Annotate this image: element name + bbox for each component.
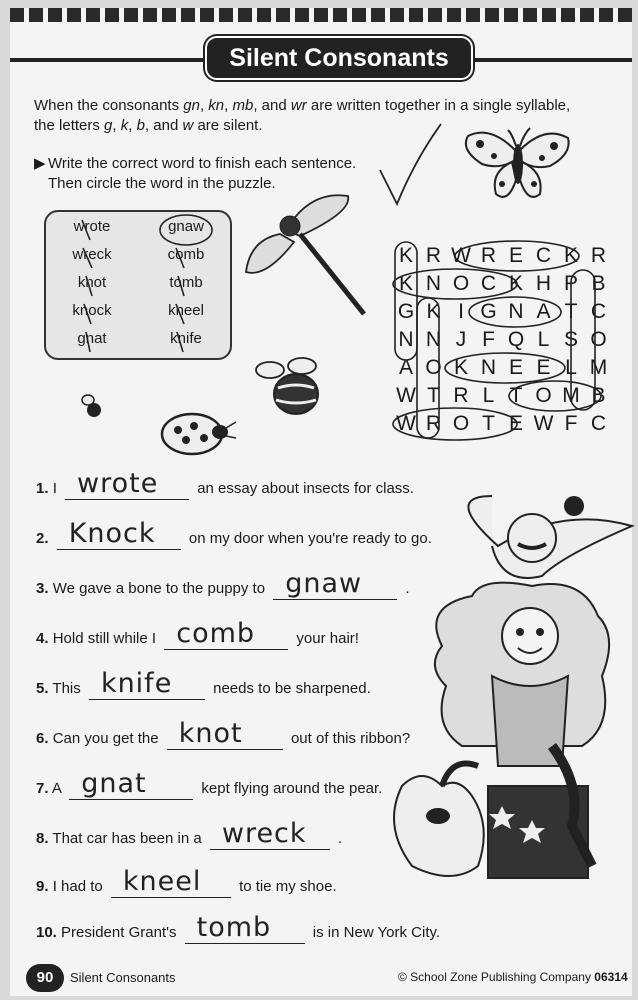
instructions-line1: Write the correct word to finish each sentence. — [48, 155, 357, 172]
question-number: 6. — [36, 730, 49, 747]
question-text-before: Hold still while I — [52, 630, 157, 647]
question-5 — [36, 668, 371, 700]
intro-b: b — [136, 117, 145, 134]
question-text-before: I — [52, 480, 57, 497]
question-number: 3. — [36, 580, 49, 597]
puzzle-letter: R — [590, 244, 607, 267]
intro-part4: are silent. — [193, 117, 263, 134]
question-text-after: . — [338, 830, 343, 847]
intro-gn: gn — [183, 97, 200, 114]
footer-section: Silent Consonants — [70, 970, 176, 985]
handwritten-answer: wrote — [77, 468, 159, 499]
question-number: 4. — [36, 630, 49, 647]
handwritten-answer: kneel — [122, 866, 202, 897]
handwritten-answer: tomb — [196, 912, 272, 943]
puzzle-letter: K — [508, 272, 523, 295]
ladybug-icon — [158, 408, 238, 458]
puzzle-letter: P — [563, 272, 578, 295]
puzzle-letter: R — [480, 244, 497, 267]
question-number: 9. — [36, 878, 49, 895]
question-text-before: A — [51, 780, 62, 797]
intro-sep1: , — [199, 97, 209, 114]
question-text-after: . — [405, 580, 410, 597]
question-number: 10. — [36, 924, 57, 941]
puzzle-letter: I — [458, 300, 464, 323]
puzzle-letter: O — [452, 272, 470, 295]
puzzle-letter: H — [535, 272, 552, 295]
puzzle-letter: T — [427, 384, 440, 407]
instructions-line2: Then circle the word in the puzzle. — [48, 175, 276, 192]
instructions — [34, 154, 394, 194]
bee-icon — [252, 354, 324, 424]
word-bank-item: wrote — [73, 218, 111, 235]
question-text-before: I had to — [52, 878, 103, 895]
puzzle-letter: T — [564, 300, 578, 323]
puzzle-letter: B — [591, 384, 606, 407]
puzzle-letter: W — [451, 244, 471, 267]
puzzle-letter: W — [396, 412, 416, 435]
answer-blank[interactable] — [65, 468, 189, 500]
question-text-before: President Grant's — [61, 924, 177, 941]
answer-blank[interactable] — [185, 912, 305, 944]
answer-blank[interactable] — [69, 768, 193, 800]
word-bank-item: kneel — [168, 302, 204, 319]
puzzle-letter: N — [398, 328, 414, 351]
puzzle-letter: F — [482, 328, 495, 351]
puzzle-letter: K — [398, 272, 413, 295]
handwritten-answer: wreck — [221, 818, 307, 849]
question-3 — [36, 568, 410, 600]
puzzle-letter: C — [590, 300, 607, 323]
puzzle-letter: C — [535, 244, 552, 267]
question-text-after: on my door when you're ready to go. — [188, 530, 432, 547]
word-bank-item: knot — [77, 274, 107, 291]
question-number: 5. — [36, 680, 49, 697]
handwritten-answer: comb — [176, 618, 256, 649]
word-search-puzzle — [395, 242, 613, 442]
word-bank-item: gnat — [77, 330, 107, 347]
question-text-after: is in New York City. — [312, 924, 441, 941]
question-2 — [36, 518, 432, 550]
handwritten-answer: gnat — [81, 768, 147, 799]
intro-k: k — [120, 117, 129, 134]
answer-blank[interactable] — [167, 718, 283, 750]
puzzle-letter: N — [480, 356, 497, 379]
question-text-before: We gave a bone to the puppy to — [52, 580, 266, 597]
puzzle-letter: E — [508, 356, 523, 379]
question-8 — [36, 818, 343, 850]
puzzle-letter: E — [508, 412, 523, 435]
clown-illustration-icon — [382, 486, 622, 906]
dragonfly-icon — [240, 190, 370, 320]
puzzle-letter: R — [453, 384, 469, 407]
puzzle-letter: W — [396, 384, 416, 407]
handwritten-answer: knot — [178, 718, 243, 749]
puzzle-letter: C — [590, 412, 607, 435]
checkmark-scribble-icon — [375, 120, 445, 210]
intro-sep6: , and — [144, 117, 183, 134]
question-10 — [36, 912, 441, 944]
word-bank — [44, 210, 232, 360]
puzzle-letter: O — [425, 356, 442, 379]
question-text-after: kept flying around the pear. — [201, 780, 383, 797]
puzzle-letter: W — [533, 412, 554, 435]
puzzle-letter: T — [482, 412, 495, 435]
question-9 — [36, 866, 337, 898]
puzzle-letter: B — [591, 272, 606, 295]
puzzle-letter: G — [480, 300, 497, 323]
answer-blank[interactable] — [89, 668, 205, 700]
intro-sep2: , — [224, 97, 233, 114]
fly-icon — [74, 388, 110, 424]
question-text-before: That car has been in a — [52, 830, 202, 847]
top-border-band — [10, 8, 632, 22]
footer-publisher — [398, 970, 628, 984]
puzzle-letter: E — [536, 356, 551, 379]
question-number: 2. — [36, 530, 49, 547]
question-text-after: an essay about insects for class. — [197, 480, 414, 497]
answer-blank[interactable] — [57, 518, 181, 550]
question-6 — [36, 718, 411, 750]
page-title: Silent Consonants — [205, 36, 473, 80]
puzzle-letter: J — [455, 328, 467, 351]
intro-sep5: , — [128, 117, 137, 134]
puzzle-letter: L — [537, 328, 550, 351]
handwritten-answer: gnaw — [285, 568, 363, 599]
puzzle-letter: K — [453, 356, 468, 379]
puzzle-letter: E — [508, 244, 523, 267]
intro-part1: When the consonants — [34, 97, 184, 114]
arrow-icon: ▶ — [34, 155, 46, 172]
word-crossouts — [46, 212, 230, 358]
question-7 — [36, 768, 383, 800]
intro-g: g — [104, 117, 113, 134]
puzzle-letter: A — [398, 356, 413, 379]
question-number: 1. — [36, 480, 49, 497]
puzzle-letter: A — [536, 300, 551, 323]
title-banner — [10, 36, 632, 76]
handwritten-answer: Knock — [68, 518, 156, 549]
intro-part3: the letters — [34, 117, 105, 134]
publisher-name: © School Zone Publishing Company — [398, 970, 591, 984]
intro-wr: wr — [290, 97, 307, 114]
puzzle-letter: M — [562, 384, 580, 407]
puzzle-letter: T — [509, 384, 523, 407]
intro-w: w — [182, 117, 194, 134]
question-text-after: to tie my shoe. — [239, 878, 337, 895]
answer-blank[interactable] — [111, 866, 231, 898]
puzzle-letter: R — [425, 244, 442, 267]
puzzle-letter: K — [426, 300, 441, 323]
word-bank-item: knife — [170, 330, 202, 347]
question-text-after: needs to be sharpened. — [213, 680, 371, 697]
question-text-after: your hair! — [296, 630, 359, 647]
publisher-code: 06314 — [594, 970, 628, 984]
intro-sep4: , — [112, 117, 121, 134]
puzzle-letter: F — [564, 412, 578, 435]
answer-blank[interactable] — [164, 618, 288, 650]
intro-part2: are written together in a single syllable, — [306, 97, 571, 114]
puzzle-letter: L — [565, 356, 577, 379]
puzzle-circles — [395, 242, 613, 442]
puzzle-letter: O — [590, 328, 607, 351]
puzzle-letter: N — [425, 328, 442, 351]
question-1 — [36, 468, 414, 500]
puzzle-letter: O — [535, 384, 552, 407]
word-bank-item: wreck — [72, 246, 112, 263]
answer-blank[interactable] — [273, 568, 397, 600]
intro-mb: mb — [232, 97, 254, 114]
answer-blank[interactable] — [210, 818, 330, 850]
puzzle-letter: L — [482, 384, 495, 407]
puzzle-letter: K — [398, 244, 413, 267]
word-bank-item: comb — [167, 246, 205, 263]
intro-sep3: , and — [253, 97, 291, 114]
puzzle-letter: N — [425, 272, 442, 295]
puzzle-letter: N — [508, 300, 524, 323]
question-text-before: Can you get the — [52, 730, 159, 747]
handwritten-answer: knife — [100, 668, 173, 699]
page-number-badge: 90 — [26, 964, 64, 992]
question-4 — [36, 618, 359, 650]
puzzle-letter: S — [563, 328, 578, 351]
word-bank-item: gnaw — [168, 218, 204, 235]
puzzle-letter: O — [452, 412, 470, 435]
puzzle-letter: Q — [507, 328, 525, 351]
puzzle-letter: C — [480, 272, 497, 295]
puzzle-letter: K — [563, 244, 578, 267]
butterfly-icon — [460, 120, 575, 212]
puzzle-letter: G — [397, 300, 415, 323]
worksheet-page — [10, 8, 632, 996]
question-number: 7. — [36, 780, 49, 797]
question-text-before: This — [52, 680, 81, 697]
puzzle-letter: R — [425, 412, 442, 435]
question-text-after: out of this ribbon? — [290, 730, 411, 747]
word-bank-item: knock — [72, 302, 112, 319]
word-bank-item: tomb — [169, 274, 203, 291]
question-number: 8. — [36, 830, 49, 847]
intro-kn: kn — [208, 97, 225, 114]
puzzle-letter: M — [589, 356, 608, 379]
